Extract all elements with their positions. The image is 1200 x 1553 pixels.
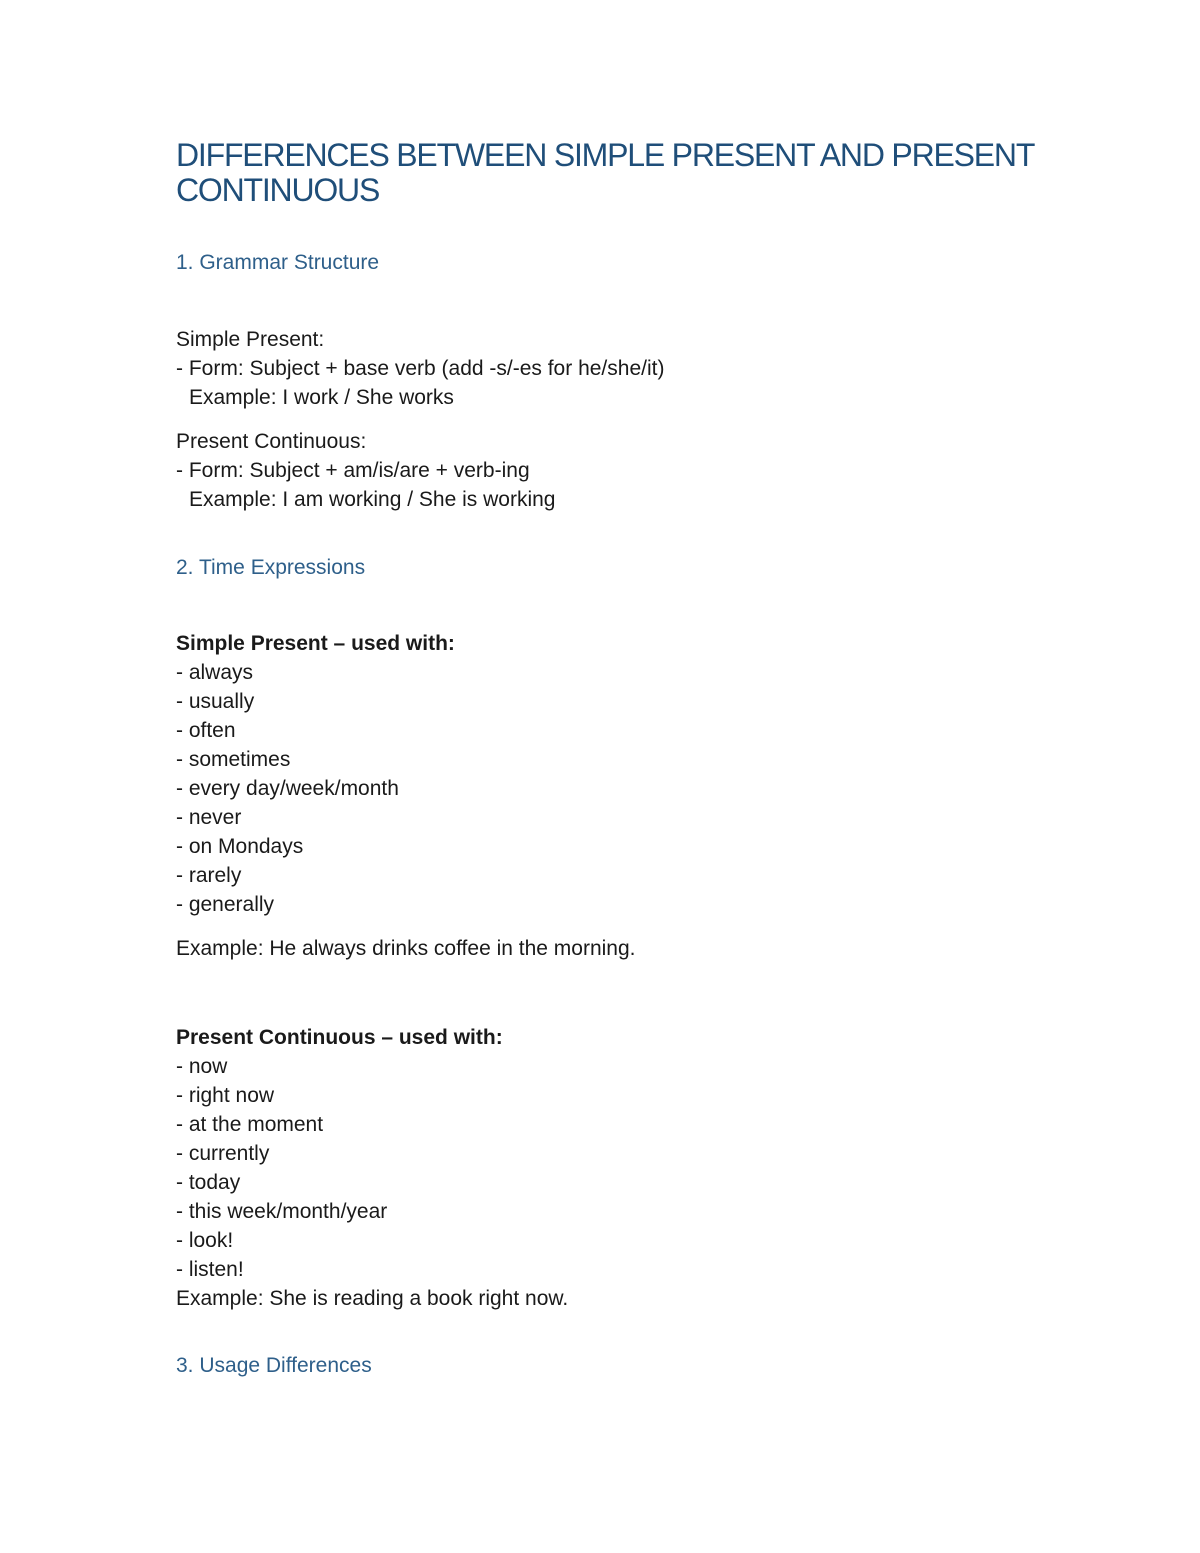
- present-continuous-example: Example: I am working / She is working: [189, 488, 556, 511]
- list-item: - at the moment: [176, 1113, 324, 1136]
- list-item: - never: [176, 806, 242, 829]
- list-item: - rarely: [176, 864, 242, 887]
- present-continuous-time-block: [176, 1023, 568, 1313]
- list-item: - this week/month/year: [176, 1200, 388, 1223]
- list-item: - currently: [176, 1142, 270, 1165]
- list-item: - now: [176, 1055, 228, 1078]
- list-item: - every day/week/month: [176, 777, 399, 800]
- simple-present-label: Simple Present:: [176, 328, 325, 351]
- present-continuous-time-example: Example: She is reading a book right now.: [176, 1287, 569, 1310]
- section-heading-time-expressions: 2. Time Expressions: [176, 556, 366, 579]
- present-continuous-label: Present Continuous:: [176, 430, 367, 453]
- list-item: - listen!: [176, 1258, 244, 1281]
- section-heading-grammar-structure: 1. Grammar Structure: [176, 251, 380, 274]
- list-item: - look!: [176, 1229, 234, 1252]
- list-item: - on Mondays: [176, 835, 304, 858]
- list-item: - today: [176, 1171, 241, 1194]
- present-continuous-time-label: Present Continuous – used with:: [176, 1026, 503, 1049]
- simple-present-form: - Form: Subject + base verb (add -s/-es for he/she/it): [176, 357, 665, 380]
- simple-present-example: Example: I work / She works: [189, 386, 454, 409]
- simple-present-time-example: Example: He always drinks coffee in the morning.: [176, 937, 636, 960]
- list-item: - usually: [176, 690, 255, 713]
- list-item: - sometimes: [176, 748, 291, 771]
- document-title: DIFFERENCES BETWEEN SIMPLE PRESENT AND PRESENT CONTINUOUS: [176, 137, 1034, 208]
- list-item: - always: [176, 661, 254, 684]
- present-continuous-grammar-block: [176, 427, 555, 514]
- list-item: - often: [176, 719, 236, 742]
- list-item: - generally: [176, 893, 275, 916]
- section-heading-usage-differences: 3. Usage Differences: [176, 1354, 372, 1377]
- list-item: - right now: [176, 1084, 275, 1107]
- simple-present-time-block: [176, 629, 455, 919]
- simple-present-time-label: Simple Present – used with:: [176, 632, 455, 655]
- simple-present-grammar-block: [176, 325, 664, 412]
- present-continuous-form: - Form: Subject + am/is/are + verb-ing: [176, 459, 530, 482]
